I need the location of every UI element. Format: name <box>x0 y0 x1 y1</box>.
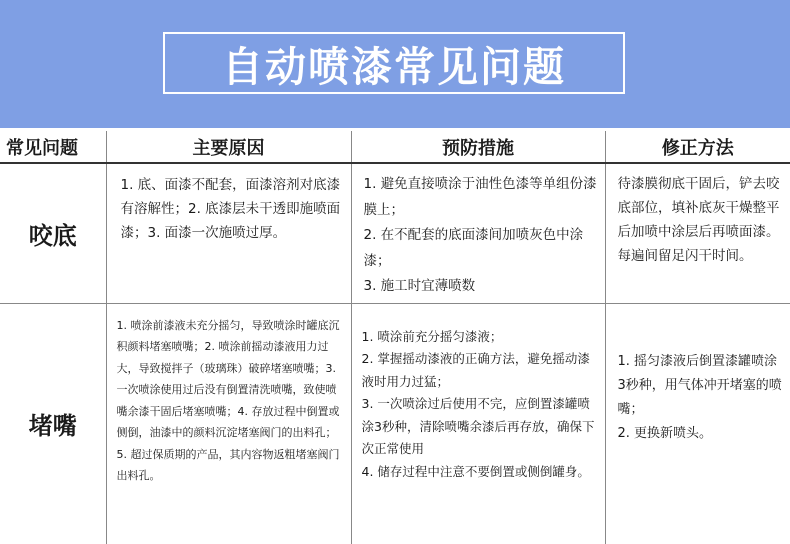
prevention-cell <box>351 163 605 303</box>
prevention-item: 3. 施工时宜薄喷数 <box>363 278 476 294</box>
column-header-cause: 主要原因 <box>106 131 351 163</box>
column-header-fix: 修正方法 <box>605 131 790 163</box>
table-row <box>0 303 790 544</box>
prevention-item: 1. 喷涂前充分摇匀漆液； <box>361 328 503 344</box>
fix-cell <box>605 163 790 303</box>
issue-cell: 堵嘴 <box>0 303 106 544</box>
prevention-item: 2. 掌握摇动漆液的正确方法，避免摇动漆液时用力过猛； <box>361 351 590 389</box>
fix-item: 2. 更换新喷头。 <box>617 425 713 441</box>
prevention-item: 2. 在不配套的底面漆间加喷灰色中涂漆； <box>363 227 584 269</box>
table-row <box>0 163 790 303</box>
fix-item: 1. 摇匀漆液后倒置漆罐喷涂3秒种，用气体冲开堵塞的喷嘴； <box>617 353 782 417</box>
page-title: 自动喷漆常见问题 <box>222 42 566 91</box>
table-header-row <box>0 131 790 163</box>
title-frame <box>163 32 625 94</box>
fix-cell <box>605 303 790 544</box>
column-header-prevention: 预防措施 <box>351 131 605 163</box>
fix-text: 待漆膜彻底干固后，铲去咬底部位，填补底灰干燥整平后加喷中涂层后再喷面漆。每遍间留足闪干时间。 <box>617 176 780 264</box>
column-header-issue: 常见问题 <box>0 131 106 163</box>
title-banner <box>0 0 790 128</box>
prevention-item: 3. 一次喷涂过后使用不完，应倒置漆罐喷涂3秒种，清除喷嘴余漆后再存放，确保下次正常使用 <box>361 396 595 457</box>
cause-cell <box>106 303 351 544</box>
cause-cell <box>106 163 351 303</box>
prevention-item: 1. 避免直接喷涂于油性色漆等单组份漆膜上； <box>363 176 597 218</box>
issue-cell: 咬底 <box>0 163 106 303</box>
faq-table <box>0 131 790 544</box>
prevention-cell <box>351 303 605 544</box>
cause-text: 1. 喷涂前漆液未充分摇匀，导致喷涂时罐底沉积颜料堵塞喷嘴；2. 喷涂前摇动漆液用力过大，导致搅拌子（玻璃珠）破碎堵塞喷嘴；3. 一次喷涂使用过后没有倒置清洗喷嘴，致使喷嘴余漆干固后堵塞喷嘴；4. 存放过程中倒置或侧倒，油漆中的颜料沉淀堵塞阀门的出料孔；5. 超过保质期的产品，其内容物返粗堵塞阀门出料孔。 <box>116 318 340 483</box>
cause-text: 1. 底、面漆不配套，面漆溶剂对底漆有溶解性；2. 底漆层未干透即施喷面漆；3. 面漆一次施喷过厚。 <box>120 177 341 241</box>
prevention-item: 4. 储存过程中注意不要倒置或侧倒罐身。 <box>361 463 590 479</box>
